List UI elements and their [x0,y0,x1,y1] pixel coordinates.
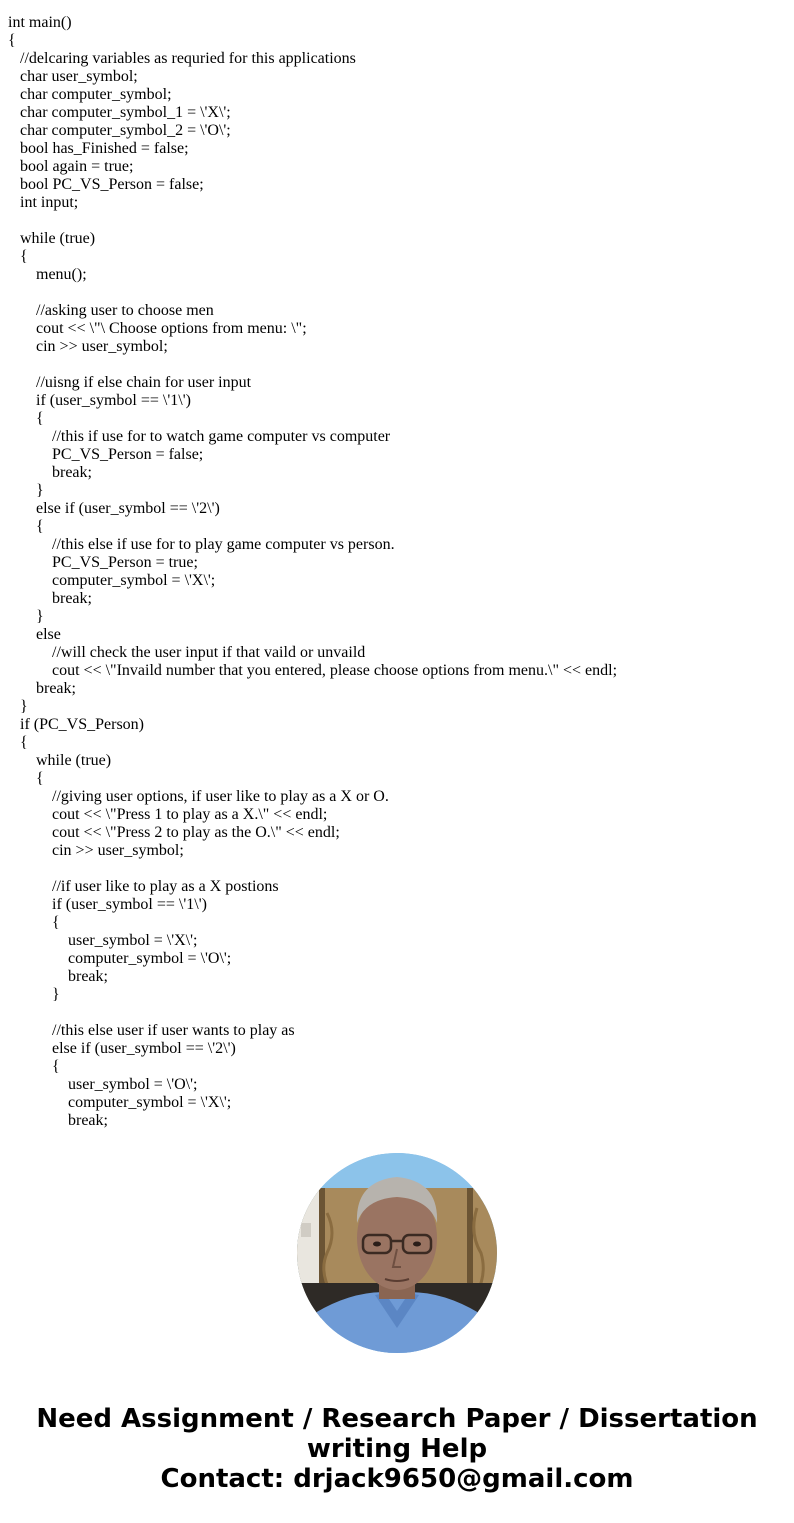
code-line: char computer_symbol; [20,86,172,103]
code-line: { [20,734,28,751]
code-line: while (true) [20,230,96,247]
code-line: } [36,608,44,625]
code-line: bool again = true; [20,158,134,175]
code-listing [0,14,794,1130]
code-line: } [36,482,44,499]
banner-subheadline: writing Help [306,1434,488,1464]
code-line: { [36,518,44,535]
portrait-photo-icon [297,1153,497,1353]
code-line [0,860,794,878]
code-line: PC_VS_Person = false; [52,446,204,463]
code-line: cin >> user_symbol; [52,842,184,859]
code-line: if (PC_VS_Person) [20,716,145,733]
code-line: { [8,32,16,49]
code-line: { [20,248,28,265]
code-line: menu(); [36,266,87,283]
code-line: user_symbol = \'X\'; [68,932,198,949]
code-line: else [36,626,61,643]
code-line: else if (user_symbol == \'2\') [36,500,220,517]
code-line: int main() [8,14,72,31]
code-line: if (user_symbol == \'1\') [36,392,191,409]
code-line [0,356,794,374]
code-line: //will check the user input if that vaild or unvaild [52,644,366,661]
code-line: break; [68,968,108,985]
code-line: while (true) [36,752,112,769]
code-line: PC_VS_Person = true; [52,554,198,571]
code-line: //uisng if else chain for user input [36,374,252,391]
code-line: cout << \"\ Choose options from menu: \"; [36,320,307,337]
code-line [0,1004,794,1022]
code-line: break; [36,680,76,697]
contact-email: Contact: drjack9650@gmail.com [160,1464,634,1494]
contact-banner [0,1404,794,1494]
code-line: if (user_symbol == \'1\') [52,896,207,913]
code-line: computer_symbol = \'O\'; [68,950,232,967]
code-line: bool has_Finished = false; [20,140,189,157]
code-line: bool PC_VS_Person = false; [20,176,204,193]
author-portrait [297,1153,497,1353]
code-line: break; [68,1112,108,1129]
code-line [0,212,794,230]
code-line: cin >> user_symbol; [36,338,168,355]
code-line: break; [52,590,92,607]
code-line: { [52,1058,60,1075]
code-line: int input; [20,194,79,211]
code-line: computer_symbol = \'X\'; [68,1094,232,1111]
code-line: //this if use for to watch game computer vs computer [52,428,391,445]
code-line: computer_symbol = \'X\'; [52,572,216,589]
code-line: //delcaring variables as requried for this applications [20,50,356,67]
code-line: //if user like to play as a X postions [52,878,279,895]
code-line: cout << \"Invaild number that you entered, please choose options from menu.\" << endl; [52,662,618,679]
code-line: } [52,986,60,1003]
code-line: { [52,914,60,931]
code-line: cout << \"Press 1 to play as a X.\" << endl; [52,806,328,823]
code-line: //this else user if user wants to play as [52,1022,295,1039]
code-line: char computer_symbol_2 = \'O\'; [20,122,231,139]
code-line: user_symbol = \'O\'; [68,1076,198,1093]
code-line: //this else if use for to play game computer vs person. [52,536,395,553]
code-line: //asking user to choose men [36,302,214,319]
code-line: else if (user_symbol == \'2\') [52,1040,236,1057]
code-line: char computer_symbol_1 = \'X\'; [20,104,231,121]
code-line: cout << \"Press 2 to play as the O.\" << endl; [52,824,340,841]
code-line: //giving user options, if user like to play as a X or O. [52,788,389,805]
code-line: { [36,770,44,787]
code-line: break; [52,464,92,481]
code-line: { [36,410,44,427]
code-line: char user_symbol; [20,68,138,85]
code-line [0,284,794,302]
banner-headline: Need Assignment / Research Paper / Dissertation [36,1404,758,1434]
code-line: } [20,698,28,715]
